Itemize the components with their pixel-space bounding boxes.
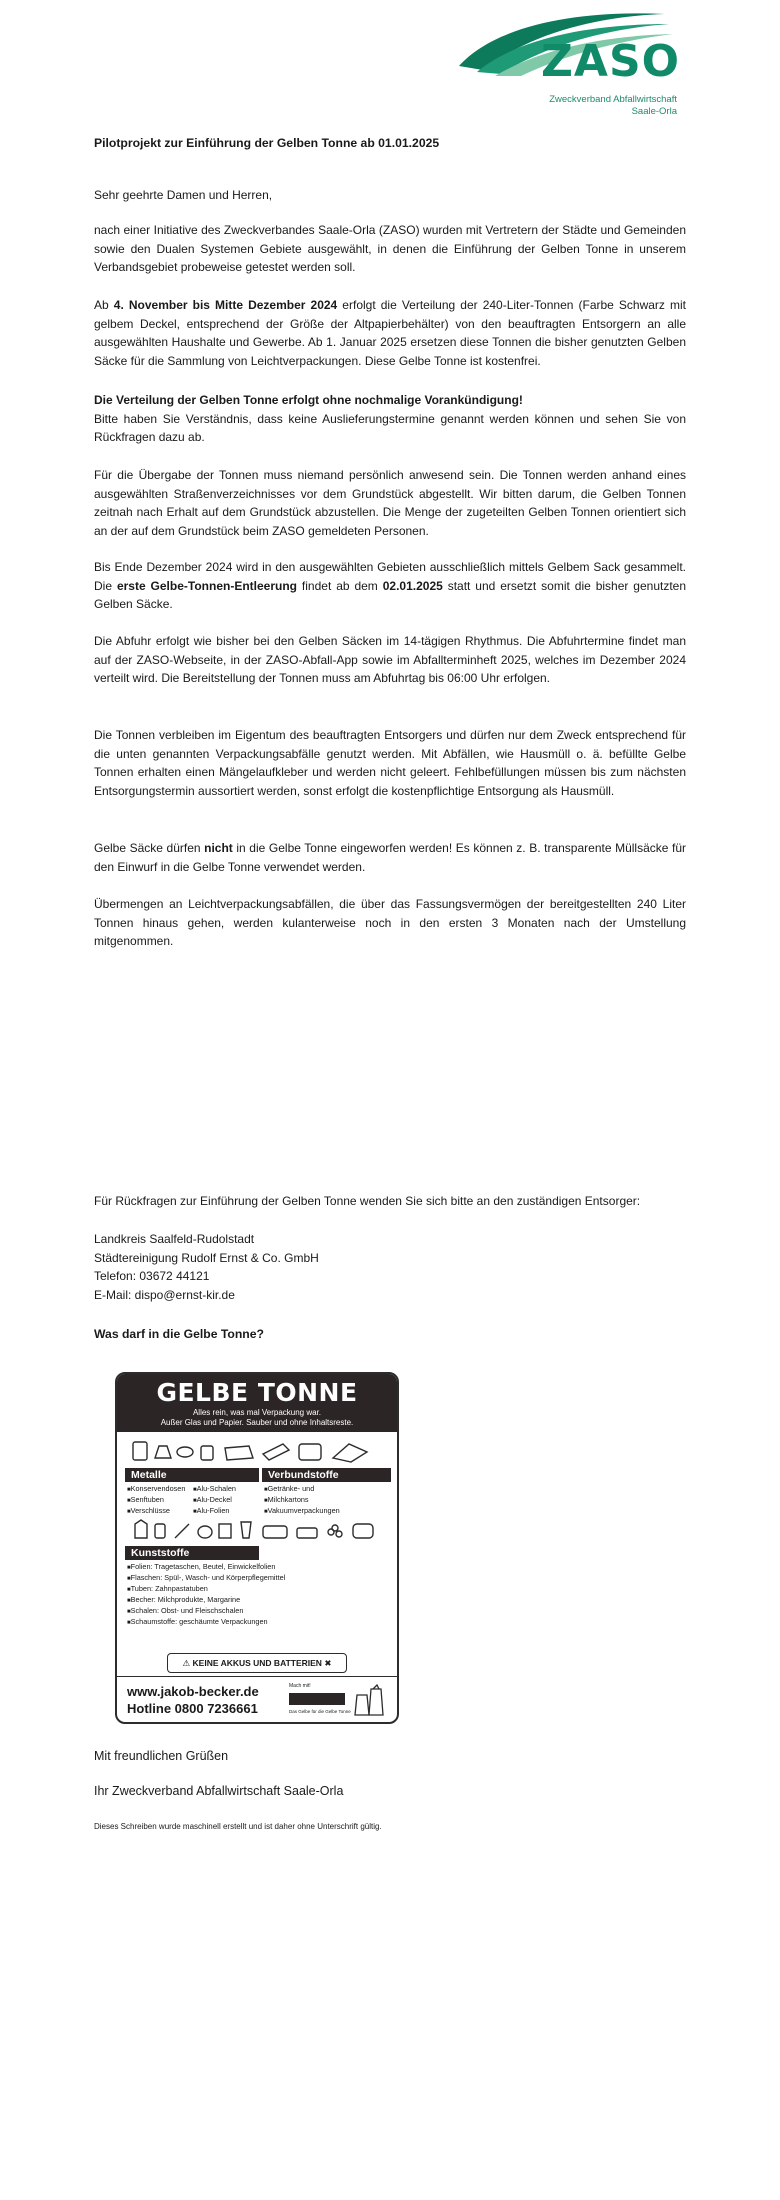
kunststoffe-list: ■ Folien: Tragetaschen, Beutel, Einwickelfolien ■ Flaschen: Spül-, Wasch- und Körperpflegemittel ■ Tuben: Zahnpastatuben ■ Becher: Milchprodukte, Margarine ■ Schalen: Obst- und Fleischschalen ■ Schaumstoffe: geschäumte Verpackungen xyxy=(127,1562,285,1628)
letter-title: Pilotprojekt zur Einführung der Gelben Tonne ab 01.01.2025 xyxy=(94,136,440,150)
bin-bag-icon xyxy=(351,1683,385,1717)
bin-crossed-icon: ✖ xyxy=(324,1658,332,1668)
paragraph-5: Bis Ende Dezember 2024 wird in den ausgewählten Gebieten ausschließlich mittels Gelbem Sack gesammelt. Die erste Gelbe-Tonnen-Entleerung findet ab dem 02.01.2025 statt und ersetzt somit die bisher genutzten Gelben Säcke. xyxy=(94,560,687,611)
footnote: Dieses Schreiben wurde maschinell erstellt und ist daher ohne Unterschrift gültig. xyxy=(94,1822,382,1831)
green-dot-logo xyxy=(289,1693,345,1705)
paragraph-1: nach einer Initiative des Zweckverbandes Saale-Orla (ZASO) wurden mit Vertretern der Städte und Gemeinden sowie den Dualen Systemen Gebiete ausgewählt, in denen die Einführung der Gelben Tonne in unserem Verbandsgebiet probeweise getestet werden soll. xyxy=(94,223,686,274)
poster-mach-mit: Mach mit! xyxy=(289,1683,311,1689)
zaso-logo xyxy=(455,6,691,118)
poster-tagline-2: Außer Glas und Papier. Sauber und ohne Inhaltsreste. xyxy=(160,1418,354,1427)
verbundstoffe-label: Verbundstoffe xyxy=(262,1468,391,1482)
poster-footer xyxy=(117,1676,397,1723)
paragraph-6: Die Abfuhr erfolgt wie bisher bei den Gelben Säcken im 14-tägigen Rhythmus. Die Abfuhrtermine findet man auf der ZASO-Webseite, in der ZASO-Abfall-App sowie im Abfallterminheft 2025, welches im Dezember 2024 verteilt wird. Die Bereitstellung der Tonnen muss am Abfuhrtag bis 06:00 Uhr erfolgen. xyxy=(94,634,686,685)
metalle-label: Metalle xyxy=(125,1468,259,1482)
paragraph-3: Die Verteilung der Gelben Tonne erfolgt ohne nochmalige Vorankündigung! Bitte haben Sie Verständnis, dass keine Auslieferungstermine genannt werden können und sehen Sie von Rückfragen dazu ab. xyxy=(94,393,686,444)
paragraph-8: Gelbe Säcke dürfen nicht in die Gelbe Tonne eingeworfen werden! Es können z. B. transparente Müllsäcke für den Einwurf in die Gelbe Tonne verwendet werden. xyxy=(94,841,687,874)
gelbe-tonne-poster xyxy=(115,1372,399,1724)
logo-subtitle-1: Zweckverband Abfallwirtschaft xyxy=(549,94,677,105)
battery-warning: ⚠ KEINE AKKUS UND BATTERIEN ✖ xyxy=(167,1653,347,1673)
salutation: Sehr geehrte Damen und Herren, xyxy=(94,188,273,202)
contact-block xyxy=(94,1230,686,1304)
plastic-packaging-icons xyxy=(127,1516,387,1542)
poster-website: www.jakob-becker.de xyxy=(127,1684,259,1699)
poster-small-note: Das Gelbe für die Gelbe Tonne xyxy=(289,1709,351,1714)
poster-hotline: Hotline 0800 7236661 xyxy=(127,1701,258,1716)
poster-title: GELBE TONNE xyxy=(156,1378,358,1407)
contact-intro: Für Rückfragen zur Einführung der Gelben Tonne wenden Sie sich bitte an den zuständigen Entsorger: xyxy=(94,1194,641,1208)
paragraph-4: Für die Übergabe der Tonnen muss niemand persönlich anwesend sein. Die Tonnen werden anhand eines ausgewählten Straßenverzeichnisses vor dem Grundstück abgestellt. Wir bitten darum, die Gelben Tonnen zeitnah nach Erhalt auf dem Grundstück abzustellen. Die Menge der zugeteilten Gelben Tonnen orientiert sich an der auf dem Grundstück beim ZASO gemeldeten Personen. xyxy=(94,468,686,538)
contact-line-2: Städtereinigung Rudolf Ernst & Co. GmbH xyxy=(94,1250,319,1265)
contact-line-3: Telefon: 03672 44121 xyxy=(94,1269,210,1283)
signature: Ihr Zweckverband Abfallwirtschaft Saale-Orla xyxy=(94,1784,344,1798)
metalle-list-1: ■ Konservendosen ■ Senftuben ■ Verschlüsse xyxy=(127,1484,185,1517)
paragraph-2: Ab 4. November bis Mitte Dezember 2024 erfolgt die Verteilung der 240-Liter-Tonnen (Farbe Schwarz mit gelbem Deckel, entsprechend der Größe der Altpapierbehälter) von den beauftragten Entsorgern an alle ausgewählten Haushalte und Gewerbe. Ab 1. Januar 2025 ersetzen diese Tonnen die bisher genutzten Gelben Säcke für die Sammlung von Leichtverpackungen. Diese Gelbe Tonne ist kostenfrei. xyxy=(94,298,686,368)
paragraph-9: Übermengen an Leichtverpackungsabfällen, die über das Fassungsvermögen der bereitgestellten 240 Liter Tonnen hinaus gehen, werden kulanterweise noch in den ersten 3 Monaten nach der Umstellung mitgenommen. xyxy=(94,897,686,948)
poster-tagline-1: Alles rein, was mal Verpackung war. xyxy=(192,1408,322,1417)
contact-email: E-Mail: dispo@ernst-kir.de xyxy=(94,1287,235,1302)
logo-wordmark: ZASO xyxy=(541,36,681,87)
metal-packaging-icons xyxy=(127,1438,387,1464)
warning-icon: ⚠ xyxy=(182,1658,191,1668)
contact-line-1: Landkreis Saalfeld-Rudolstadt xyxy=(94,1232,255,1246)
logo-subtitle-2: Saale-Orla xyxy=(631,106,677,117)
kunststoffe-label: Kunststoffe xyxy=(125,1546,259,1560)
metalle-list-2: ■ Alu-Schalen ■ Alu-Deckel ■ Alu-Folien xyxy=(193,1484,236,1517)
question-heading: Was darf in die Gelbe Tonne? xyxy=(94,1327,264,1341)
paragraph-7: Die Tonnen verbleiben im Eigentum des beauftragten Entsorgers und dürfen nur dem Zweck entsprechend für die unten genannten Verpackungsabfälle genutzt werden. Mit Abfällen, wie Hausmüll o. ä. befüllte Gelbe Tonnen erhalten einen Mängelaufkleber und werden nicht geleert. Fehlbefüllungen müssen bis zum nächsten Entsorgungstermin aussortiert werden, sonst erfolgt die kostenpflichtige Entsorgung als Hausmüll. xyxy=(94,728,686,798)
closing: Mit freundlichen Grüßen xyxy=(94,1749,229,1763)
verbundstoffe-list: ■ Getränke- und ■ Milchkartons ■ Vakuumverpackungen xyxy=(264,1484,340,1517)
poster-header xyxy=(117,1374,397,1432)
